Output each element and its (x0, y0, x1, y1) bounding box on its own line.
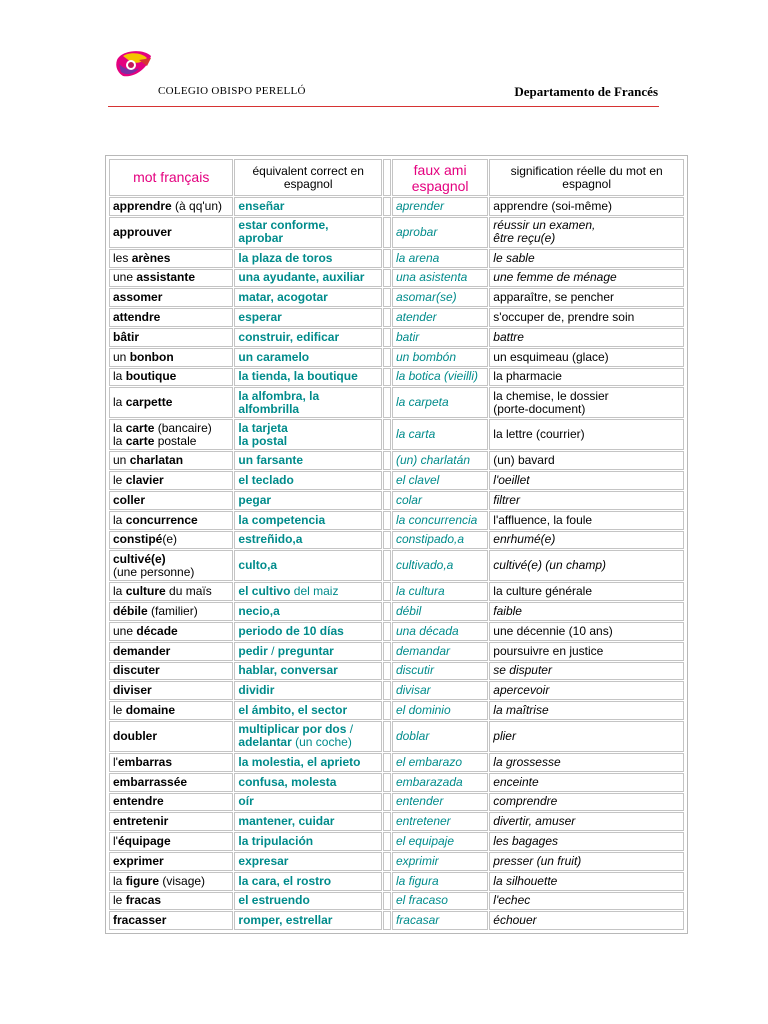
real-meaning: la grossesse (489, 753, 684, 772)
table-row (109, 217, 684, 248)
false-friend: el fracaso (392, 892, 488, 911)
table-header-row (109, 159, 684, 196)
column-header-signification: signification réelle du mot en espagnol (489, 159, 684, 196)
false-friend: la botica (vieilli) (392, 368, 488, 387)
spanish-equivalent: un farsante (234, 451, 382, 470)
french-word: le domaine (109, 701, 233, 720)
french-word: les arènes (109, 249, 233, 268)
false-friend: la cultura (392, 582, 488, 601)
false-friend: embarazada (392, 773, 488, 792)
real-meaning: poursuivre en justice (489, 642, 684, 661)
column-spacer (383, 328, 391, 347)
french-word: apprendre (à qq'un) (109, 197, 233, 216)
vocabulary-table (105, 155, 688, 934)
false-friend: la carpeta (392, 387, 488, 418)
table-row (109, 348, 684, 367)
french-word: attendre (109, 308, 233, 327)
column-spacer (383, 872, 391, 891)
spanish-equivalent: pegar (234, 491, 382, 510)
table-row (109, 197, 684, 216)
column-spacer (383, 249, 391, 268)
real-meaning: comprendre (489, 793, 684, 812)
real-meaning: faible (489, 602, 684, 621)
column-spacer (383, 288, 391, 307)
false-friend: demandar (392, 642, 488, 661)
french-word: bâtir (109, 328, 233, 347)
column-spacer (383, 197, 391, 216)
spanish-equivalent: construir, edificar (234, 328, 382, 347)
table-row (109, 602, 684, 621)
real-meaning: la silhouette (489, 872, 684, 891)
false-friend: la concurrencia (392, 511, 488, 530)
table-row (109, 832, 684, 851)
spanish-equivalent: mantener, cuidar (234, 812, 382, 831)
french-word: l'équipage (109, 832, 233, 851)
table-row (109, 387, 684, 418)
column-spacer (383, 602, 391, 621)
french-word: une assistante (109, 269, 233, 288)
column-header-mot: mot français (109, 159, 233, 196)
false-friend: aprender (392, 197, 488, 216)
french-word: diviser (109, 681, 233, 700)
column-spacer (383, 721, 391, 752)
header-rule (108, 106, 659, 107)
column-spacer (383, 812, 391, 831)
table-row (109, 491, 684, 510)
real-meaning: la chemise, le dossier (porte-document) (489, 387, 684, 418)
false-friend: un bombón (392, 348, 488, 367)
table-row (109, 288, 684, 307)
false-friend: divisar (392, 681, 488, 700)
column-spacer (383, 662, 391, 681)
table-row (109, 872, 684, 891)
column-spacer (383, 348, 391, 367)
table-row (109, 550, 684, 581)
french-word: embarrassée (109, 773, 233, 792)
false-friend: la figura (392, 872, 488, 891)
column-spacer (383, 681, 391, 700)
column-spacer (383, 419, 391, 450)
column-spacer (383, 911, 391, 930)
column-spacer (383, 773, 391, 792)
column-spacer (383, 892, 391, 911)
column-spacer (383, 387, 391, 418)
real-meaning: enceinte (489, 773, 684, 792)
real-meaning: battre (489, 328, 684, 347)
real-meaning: l'echec (489, 892, 684, 911)
table-row (109, 773, 684, 792)
column-spacer (383, 217, 391, 248)
real-meaning: échouer (489, 911, 684, 930)
real-meaning: divertir, amuser (489, 812, 684, 831)
table-row (109, 368, 684, 387)
false-friend: una década (392, 622, 488, 641)
table-row (109, 812, 684, 831)
french-word: le clavier (109, 471, 233, 490)
column-spacer (383, 451, 391, 470)
spanish-equivalent: la competencia (234, 511, 382, 530)
spanish-equivalent: confusa, molesta (234, 773, 382, 792)
table-row (109, 531, 684, 550)
false-friend: aprobar (392, 217, 488, 248)
spanish-equivalent: el cultivo del maiz (234, 582, 382, 601)
school-name: COLEGIO OBISPO PERELLÓ (158, 85, 306, 97)
table-row (109, 419, 684, 450)
column-spacer (383, 471, 391, 490)
real-meaning: un esquimeau (glace) (489, 348, 684, 367)
spanish-equivalent: multiplicar por dos / adelantar (un coche) (234, 721, 382, 752)
spanish-equivalent: expresar (234, 852, 382, 871)
false-friend: discutir (392, 662, 488, 681)
spanish-equivalent: la cara, el rostro (234, 872, 382, 891)
column-spacer (383, 622, 391, 641)
spanish-equivalent: dividir (234, 681, 382, 700)
real-meaning: (un) bavard (489, 451, 684, 470)
false-friend: atender (392, 308, 488, 327)
column-spacer (383, 308, 391, 327)
french-word: coller (109, 491, 233, 510)
real-meaning: l'oeillet (489, 471, 684, 490)
false-friend: una asistenta (392, 269, 488, 288)
spanish-equivalent: el teclado (234, 471, 382, 490)
column-spacer (383, 368, 391, 387)
column-spacer (383, 491, 391, 510)
spanish-equivalent: el estruendo (234, 892, 382, 911)
column-spacer (383, 550, 391, 581)
false-friend: doblar (392, 721, 488, 752)
real-meaning: apparaître, se pencher (489, 288, 684, 307)
french-word: la concurrence (109, 511, 233, 530)
spanish-equivalent: una ayudante, auxiliar (234, 269, 382, 288)
french-word: la boutique (109, 368, 233, 387)
column-spacer (383, 642, 391, 661)
column-spacer (383, 793, 391, 812)
table-row (109, 582, 684, 601)
false-friend: fracasar (392, 911, 488, 930)
french-word: approuver (109, 217, 233, 248)
real-meaning: la culture générale (489, 582, 684, 601)
table-row (109, 328, 684, 347)
false-friend: colar (392, 491, 488, 510)
column-header-equivalent: équivalent correct en espagnol (234, 159, 382, 196)
column-spacer (383, 511, 391, 530)
french-word: exprimer (109, 852, 233, 871)
false-friend: exprimir (392, 852, 488, 871)
french-word: la carpette (109, 387, 233, 418)
french-word: une décade (109, 622, 233, 641)
spanish-equivalent: estreñido,a (234, 531, 382, 550)
french-word: cultivé(e) (une personne) (109, 550, 233, 581)
table-row (109, 451, 684, 470)
real-meaning: le sable (489, 249, 684, 268)
false-friend: asomar(se) (392, 288, 488, 307)
table-row (109, 511, 684, 530)
department-name: Departamento de Francés (514, 84, 658, 99)
table-row (109, 681, 684, 700)
spanish-equivalent: romper, estrellar (234, 911, 382, 930)
real-meaning: plier (489, 721, 684, 752)
spanish-equivalent: un caramelo (234, 348, 382, 367)
column-spacer (383, 701, 391, 720)
real-meaning: réussir un examen, être reçu(e) (489, 217, 684, 248)
false-friend: el clavel (392, 471, 488, 490)
spanish-equivalent: pedir / preguntar (234, 642, 382, 661)
false-friend: el equipaje (392, 832, 488, 851)
false-friend: (un) charlatán (392, 451, 488, 470)
spanish-equivalent: necio,a (234, 602, 382, 621)
french-word: le fracas (109, 892, 233, 911)
spanish-equivalent: culto,a (234, 550, 382, 581)
real-meaning: filtrer (489, 491, 684, 510)
french-word: un charlatan (109, 451, 233, 470)
french-word: assomer (109, 288, 233, 307)
false-friend: el embarazo (392, 753, 488, 772)
table-row (109, 911, 684, 930)
column-spacer (383, 832, 391, 851)
table-row (109, 642, 684, 661)
french-word: demander (109, 642, 233, 661)
spanish-equivalent: la tripulación (234, 832, 382, 851)
french-word: débile (familier) (109, 602, 233, 621)
false-friend: el dominio (392, 701, 488, 720)
real-meaning: la maîtrise (489, 701, 684, 720)
column-spacer (383, 531, 391, 550)
spanish-equivalent: la plaza de toros (234, 249, 382, 268)
real-meaning: les bagages (489, 832, 684, 851)
column-header-faux: faux ami espagnol (392, 159, 488, 196)
column-spacer (383, 852, 391, 871)
spanish-equivalent: la molestia, el aprieto (234, 753, 382, 772)
school-logo (113, 46, 155, 82)
french-word: un bonbon (109, 348, 233, 367)
spanish-equivalent: el ámbito, el sector (234, 701, 382, 720)
table-row (109, 471, 684, 490)
spanish-equivalent: periodo de 10 días (234, 622, 382, 641)
french-word: la figure (visage) (109, 872, 233, 891)
spanish-equivalent: oír (234, 793, 382, 812)
table-row (109, 701, 684, 720)
real-meaning: se disputer (489, 662, 684, 681)
false-friend: la carta (392, 419, 488, 450)
false-friend: entretener (392, 812, 488, 831)
table-row (109, 852, 684, 871)
spanish-equivalent: la alfombra, la alfombrilla (234, 387, 382, 418)
real-meaning: l'affluence, la foule (489, 511, 684, 530)
real-meaning: presser (un fruit) (489, 852, 684, 871)
real-meaning: s'occuper de, prendre soin (489, 308, 684, 327)
real-meaning: apprendre (soi-même) (489, 197, 684, 216)
table-row (109, 662, 684, 681)
real-meaning: une décennie (10 ans) (489, 622, 684, 641)
column-spacer (383, 582, 391, 601)
false-friend: constipado,a (392, 531, 488, 550)
table-row (109, 793, 684, 812)
table-row (109, 269, 684, 288)
table-row (109, 308, 684, 327)
french-word: discuter (109, 662, 233, 681)
real-meaning: enrhumé(e) (489, 531, 684, 550)
false-friend: batir (392, 328, 488, 347)
french-word: la carte (bancaire) la carte postale (109, 419, 233, 450)
french-word: fracasser (109, 911, 233, 930)
french-word: la culture du maïs (109, 582, 233, 601)
spanish-equivalent: la tienda, la boutique (234, 368, 382, 387)
false-friend: cultivado,a (392, 550, 488, 581)
table-row (109, 753, 684, 772)
real-meaning: la pharmacie (489, 368, 684, 387)
real-meaning: apercevoir (489, 681, 684, 700)
column-spacer (383, 753, 391, 772)
false-friend: entender (392, 793, 488, 812)
spanish-equivalent: la tarjeta la postal (234, 419, 382, 450)
spanish-equivalent: enseñar (234, 197, 382, 216)
french-word: entendre (109, 793, 233, 812)
column-spacer (383, 159, 391, 196)
real-meaning: la lettre (courrier) (489, 419, 684, 450)
real-meaning: une femme de ménage (489, 269, 684, 288)
table-row (109, 249, 684, 268)
spanish-equivalent: estar conforme, aprobar (234, 217, 382, 248)
spanish-equivalent: hablar, conversar (234, 662, 382, 681)
french-word: constipé(e) (109, 531, 233, 550)
french-word: entretenir (109, 812, 233, 831)
false-friend: débil (392, 602, 488, 621)
french-word: l'embarras (109, 753, 233, 772)
false-friend: la arena (392, 249, 488, 268)
spanish-equivalent: matar, acogotar (234, 288, 382, 307)
column-spacer (383, 269, 391, 288)
spanish-equivalent: esperar (234, 308, 382, 327)
table-row (109, 892, 684, 911)
french-word: doubler (109, 721, 233, 752)
real-meaning: cultivé(e) (un champ) (489, 550, 684, 581)
table-row (109, 622, 684, 641)
table-row (109, 721, 684, 752)
